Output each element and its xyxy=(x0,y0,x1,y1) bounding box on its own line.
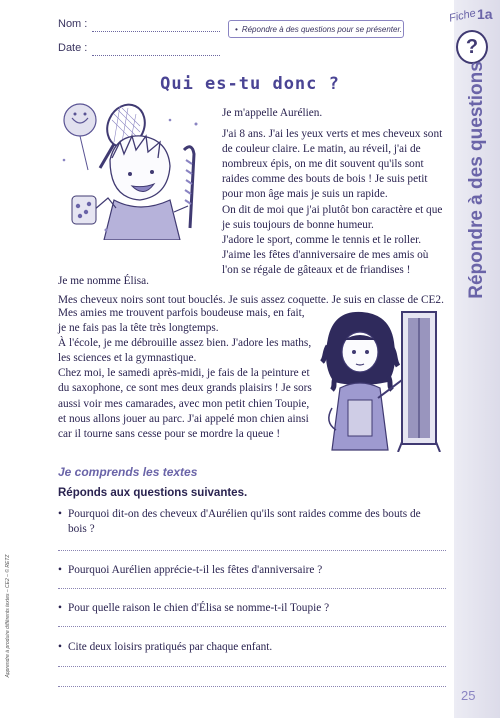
elisa-paragraph-5: Chez moi, le samedi après-midi, je fais de la peinture et du saxophone, ce sont mes deux grands plaisirs ! Je sors aussi voir mes camarades, avec mon petit chien Toupie, et nous allons jouer au parc. J'ai appelé mon chien ainsi car il tourne sans cesse pour se mordre la queue ! xyxy=(58,367,312,440)
objective-box xyxy=(228,20,404,38)
aurelien-paragraph-3: On dit de moi que j'ai plutôt bon caractère et que je suis toujours de bonne humeur. xyxy=(222,203,443,231)
elisa-paragraph-4: À l'école, je me débrouille assez bien. J'adore les maths, les sciences et la gymnastique. xyxy=(58,337,312,365)
question-3 xyxy=(58,601,438,616)
sidebar-vertical-title: Répondre à des questions xyxy=(466,61,487,299)
elisa-paragraph-1: Je me nomme Élisa. xyxy=(58,275,149,287)
objective-bullet: • xyxy=(235,24,238,34)
date-field[interactable] xyxy=(92,54,220,56)
page-title: Qui es-tu donc ? xyxy=(160,74,340,94)
elisa-intro-block xyxy=(58,274,452,308)
question-bullet: • xyxy=(58,602,62,614)
aurelien-paragraph-2: J'ai 8 ans. J'ai les yeux verts et mes cheveux sont de couleur claire. Le matin, au réveil, j'ai de nombreux épis, on me dit souvent qu'ils sont raides comme des bouts de bois ! Je suis petit pour mon âge mais je suis un rapide. xyxy=(222,128,443,201)
aurelien-paragraph-4: J'adore le sport, comme le tennis et le roller. J'aime les fêtes d'anniversaire de mes amis où l'on se régale de gâteaux et de friandises ! xyxy=(222,233,429,276)
answer-line[interactable] xyxy=(58,685,446,687)
answer-line[interactable] xyxy=(58,625,446,627)
question-bubble-icon: ? xyxy=(456,30,488,64)
nom-label: Nom : xyxy=(58,18,88,30)
question-4-text: Cite deux loisirs pratiqués par chaque enfant. xyxy=(67,641,273,653)
fiche-number: 1a xyxy=(477,6,493,22)
question-bullet: • xyxy=(58,508,62,520)
copyright-credit: Apprendre à produire différents textes – CE2 – © RETZ xyxy=(5,554,11,678)
question-3-text: Pour quelle raison le chien d'Élisa se nomme-t-il Toupie ? xyxy=(67,602,330,614)
instruction: Réponds aux questions suivantes. xyxy=(58,487,248,499)
elisa-text xyxy=(58,306,312,442)
elisa-illustration xyxy=(318,308,446,452)
page-number: 25 xyxy=(461,688,476,703)
date-label: Date : xyxy=(58,42,88,54)
nom-field[interactable] xyxy=(92,30,220,32)
question-1-text: Pourquoi dit-on des cheveux d'Aurélien qu'ils sont raides comme des bouts de bois ? xyxy=(67,508,421,535)
section-title: Je comprends les textes xyxy=(58,465,198,479)
question-1 xyxy=(58,507,438,537)
question-bullet: • xyxy=(58,641,62,653)
answer-line[interactable] xyxy=(58,549,446,551)
aurelien-paragraph-1: Je m'appelle Aurélien. xyxy=(222,107,323,119)
elisa-paragraph-2: Mes cheveux noirs sont tout bouclés. Je suis assez coquette. Je suis en classe de CE2. xyxy=(58,294,444,307)
answer-line[interactable] xyxy=(58,587,446,589)
objective-text: Répondre à des questions pour se présenter. xyxy=(241,24,403,34)
elisa-paragraph-3: Mes amies me trouvent parfois boudeuse mais, en fait, je ne fais pas la tête très longtemps. xyxy=(58,307,305,335)
answer-line[interactable] xyxy=(58,665,446,667)
question-2-text: Pourquoi Aurélien apprécie-t-il les fêtes d'anniversaire ? xyxy=(67,564,323,576)
question-2 xyxy=(58,563,438,578)
fiche-label: Fiche xyxy=(448,7,477,25)
aurelien-text xyxy=(222,106,444,278)
question-4 xyxy=(58,640,438,655)
aurelien-illustration xyxy=(58,100,210,240)
question-bullet: • xyxy=(58,564,62,576)
